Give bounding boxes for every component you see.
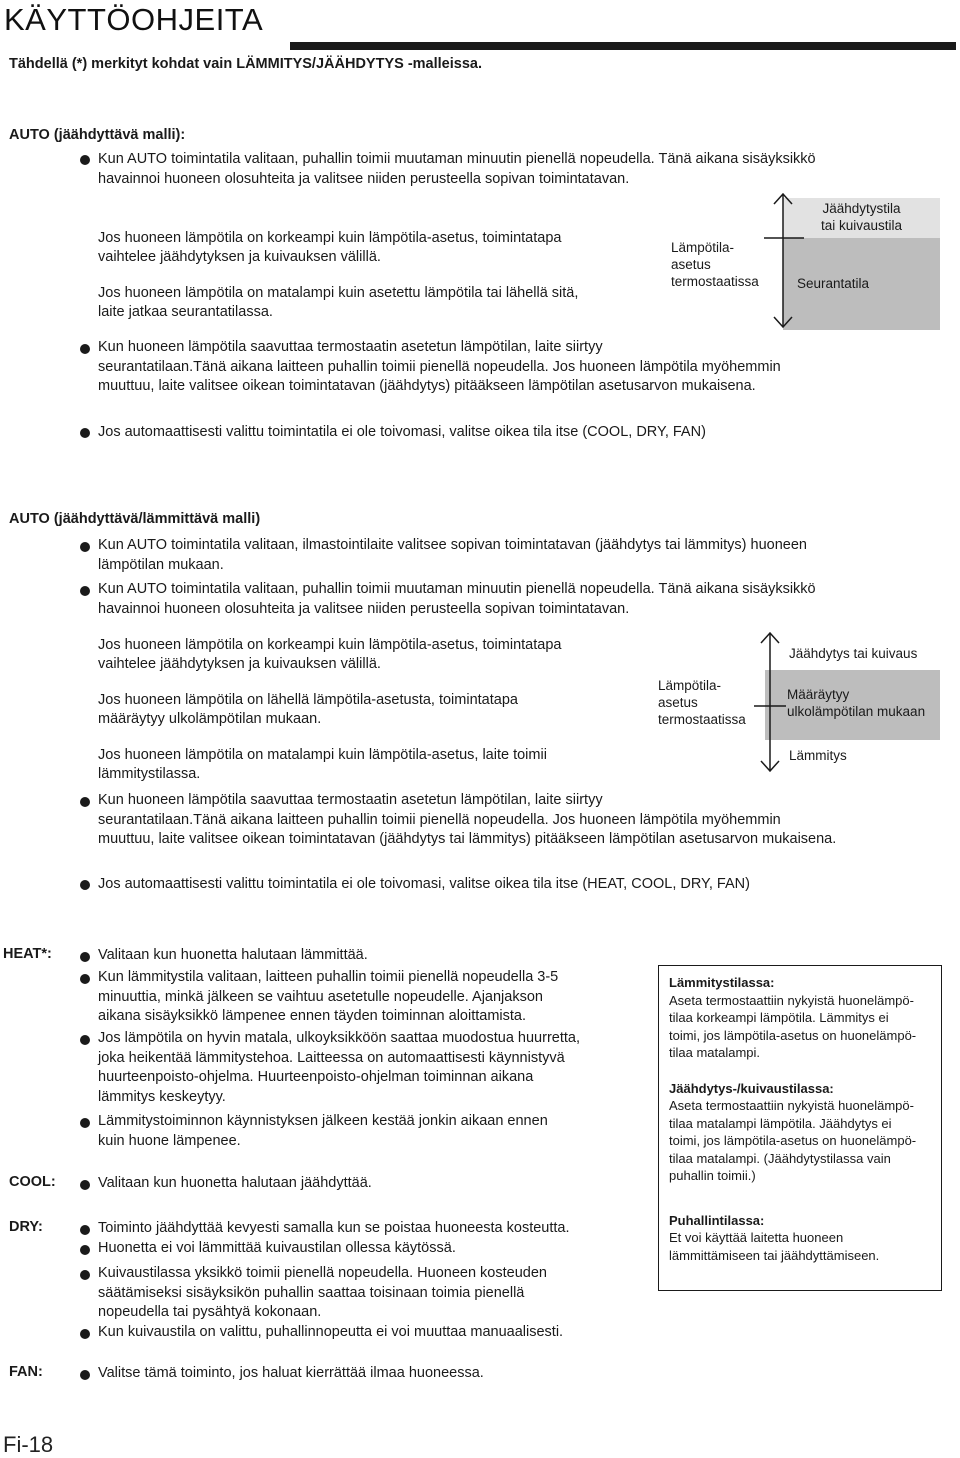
auto-heat-para-1: Jos huoneen lämpötila on korkeampi kuin lämpötila-asetus, toimintatapa vaihtelee jäähdytyksen ja kuivauksen välillä.: [98, 637, 562, 672]
bullet-icon: [80, 1035, 90, 1045]
auto-cool-para-1: Jos huoneen lämpötila on korkeampi kuin lämpötila-asetus, toimintatapa vaihtelee jäähdytyksen ja kuivauksen välillä.: [98, 230, 562, 265]
fan-bullet-1: Valitse tämä toiminto, jos haluat kierrättää ilmaa huoneessa.: [98, 1365, 484, 1381]
bullet-icon: [80, 1118, 90, 1128]
heat-bullet-2: Kun lämmitystila valitaan, laitteen puhallin toimii pienellä nopeudella 3-5 minuuttia, minkä jälkeen se vaihtuu asetetulle nopeudelle. Ajanjakson aikana sisäyksikkö lämpenee ennen täyden toiminnan aloittamista.: [98, 969, 559, 1024]
thermostat-note-box: [658, 965, 942, 1291]
bullet-icon: [80, 1245, 90, 1255]
heat-bullet-1: Valitaan kun huonetta halutaan lämmittää.: [98, 947, 368, 963]
title-rule: [290, 42, 956, 50]
bullet-icon: [80, 1370, 90, 1380]
heat-bullet-4: Lämmitystoiminnon käynnistyksen jälkeen kestää jonkin aikaan ennen kuin huone lämpenee.: [98, 1113, 548, 1149]
cool-label: COOL:: [9, 1174, 56, 1190]
cool-dry-label: Jäähdytys tai kuivaus: [789, 646, 918, 661]
note-heating-text: Aseta termostaattiin nykyistä huonelämpö- tilaa korkeampi lämpötila. Lämmitys ei toimi, jos lämpötila-asetus on huonelämpö- tilaa matalampi.: [669, 992, 917, 1060]
auto-heat-bullet-1: Kun AUTO toimintatila valitaan, ilmastointilaite valitsee sopivan toimintatavan (jäähdytys tai lämmitys) huoneen lämpötilan mukaan.: [98, 537, 807, 573]
heat-label: HEAT*:: [3, 946, 52, 962]
bullet-icon: [80, 797, 90, 807]
auto-cool-bullet-1: Kun AUTO toimintatila valitaan, puhallin toimii muutaman minuutin pienellä nopeudella. Tänä aikana sisäyksikkö havainnoi huoneen olosuhteita ja valitsee niiden perusteella sopivan toimintatavan.: [98, 151, 816, 187]
outdoor-zone-label: Määräytyy ulkolämpötilan mukaan: [787, 687, 926, 719]
bullet-icon: [80, 952, 90, 962]
note-heading-heating: Lämmitystilassa:: [669, 975, 775, 990]
page-number: Fi-18: [3, 1432, 54, 1457]
note-heading-cooling: Jäähdytys-/kuivaustilassa:: [669, 1080, 834, 1096]
auto-cool-para-2: Jos huoneen lämpötila on matalampi kuin asetettu lämpötila tai lähellä sitä, laite jatkaa seurantatilassa.: [98, 285, 579, 320]
auto-cool-bullet-3: Jos automaattisesti valittu toimintatila ei ole toivomasi, valitse oikea tila itse (COOL, DRY, FAN): [98, 424, 706, 440]
dry-bullet-3: Kuivaustilassa yksikkö toimii pienellä nopeudella. Huoneen kosteuden säätämiseksi sisäyksikön puhallin saattaa toisinaan toimia pienellä nopeudella tai pysähtyä kokonaan.: [98, 1265, 547, 1320]
bullet-icon: [80, 428, 90, 438]
bullet-icon: [80, 1270, 90, 1280]
note-heading-fan: Puhallintilassa:: [669, 1212, 765, 1228]
bullet-icon: [80, 344, 90, 354]
heating-label: Lämmitys: [789, 748, 847, 763]
note-fan-text: Et voi käyttää laitetta huoneen lämmittämiseen tai jäähdyttämiseen.: [669, 1230, 880, 1263]
auto-heat-heading: AUTO (jäähdyttävä/lämmittävä malli): [9, 511, 261, 527]
setpoint-label-2: Lämpötila- asetus termostaatissa: [658, 678, 746, 727]
auto-heat-para-2: Jos huoneen lämpötila on lähellä lämpötila-asetusta, toimintatapa määräytyy ulkolämpötilan mukaan.: [98, 692, 518, 727]
auto-heat-bullet-4: Jos automaattisesti valittu toimintatila ei ole toivomasi, valitse oikea tila itse (HEAT, COOL, DRY, FAN): [98, 876, 750, 892]
cool-bullet-1: Valitaan kun huonetta halutaan jäähdyttää.: [98, 1175, 372, 1191]
dry-label: DRY:: [9, 1219, 43, 1235]
bullet-icon: [80, 880, 90, 890]
dry-bullet-4: Kun kuivaustila on valittu, puhallinnopeutta ei voi muuttaa manuaalisesti.: [98, 1324, 564, 1340]
bullet-icon: [80, 1329, 90, 1339]
bullet-icon: [80, 542, 90, 552]
bullet-icon: [80, 586, 90, 596]
note-cooling-text: Aseta termostaattiin nykyistä huonelämpö- tilaa matalampi lämpötila. Jäähdytys ei toimi, jos lämpötila-asetus on huonelämpö- tilaa matalampi. (Jäähdytystilassa vain puhallin toimii.): [669, 1098, 917, 1183]
model-note: Tähdellä (*) merkityt kohdat vain LÄMMITYS/JÄÄHDYTYS -malleissa.: [9, 56, 482, 72]
auto-cool-heading: AUTO (jäähdyttävä malli):: [9, 127, 186, 143]
bullet-icon: [80, 974, 90, 984]
cool-zone-label: Jäähdytystila tai kuivaustila: [820, 201, 903, 233]
auto-heat-para-3: Jos huoneen lämpötila on matalampi kuin lämpötila-asetus, laite toimii lämmitystilassa.: [98, 747, 547, 782]
bullet-icon: [80, 155, 90, 165]
auto-cool-bullet-2: Kun huoneen lämpötila saavuttaa termostaatin asetetun lämpötilan, laite siirtyy seurantatilaan.Tänä aikana laitteen puhallin toimii pienellä nopeudella. Jos huoneen lämpötila myöhemmin muuttuu, laite valitsee oikean toimintatavan (jäähdytys) pitääkseen lämpötilan asetusarvon mukaisena.: [98, 339, 781, 394]
page-title: KÄYTTÖOHJEITA: [4, 2, 264, 37]
setpoint-label-1: Lämpötila- asetus termostaatissa: [671, 240, 759, 289]
monitor-zone-label: Seurantatila: [797, 276, 870, 291]
fan-label: FAN:: [9, 1364, 43, 1380]
auto-heat-bullet-2: Kun AUTO toimintatila valitaan, puhallin toimii muutaman minuutin pienellä nopeudella. Tänä aikana sisäyksikkö havainnoi huoneen olosuhteita ja valitsee niiden perusteella sopivan toimintatavan.: [98, 581, 816, 617]
heat-bullet-3: Jos lämpötila on hyvin matala, ulkoyksikköön saattaa muodostua huurretta, joka heikentää lämmitystehoa. Laitteessa on automaattisesti käynnistyvä huurteenpoisto-ohjelma. Huurteenpoisto-ohjelman toiminnan aikana lämmitys keskeytyy.: [98, 1030, 580, 1105]
bullet-icon: [80, 1180, 90, 1190]
bullet-icon: [80, 1225, 90, 1235]
auto-heat-bullet-3: Kun huoneen lämpötila saavuttaa termostaatin asetetun lämpötilan, laite siirtyy seurantatilaan.Tänä aikana laitteen puhallin toimii pienellä nopeudella. Jos huoneen lämpötila myöhemmin muuttuu, laite valitsee oikean toimintatavan (jäähdytys tai lämmitys) pitääkseen lämpötilan asetusarvon mukaisena.: [98, 792, 837, 847]
dry-bullet-2: Huonetta ei voi lämmittää kuivaustilan ollessa käytössä.: [98, 1240, 456, 1256]
dry-bullet-1: Toiminto jäähdyttää kevyesti samalla kun se poistaa huoneesta kosteutta.: [98, 1220, 570, 1236]
